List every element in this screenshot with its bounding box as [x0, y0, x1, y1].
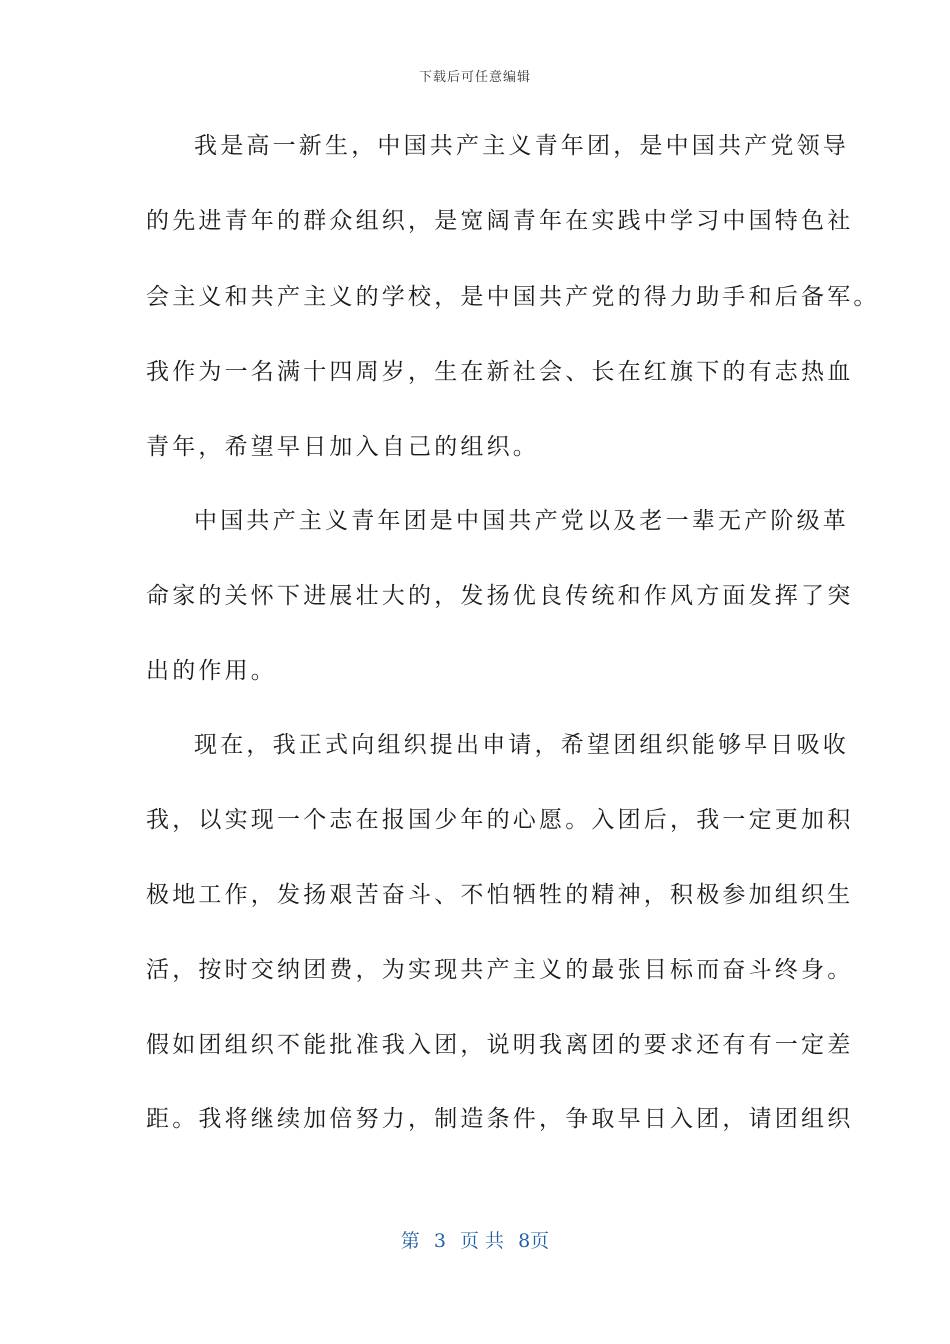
footer-middle: 页 共 [460, 1230, 505, 1252]
body-line-7: 命家的关怀下进展壮大的，发扬优良传统和作风方面发挥了突 [146, 583, 854, 609]
footer-total-pages: 8页 [518, 1230, 550, 1252]
body-line-6: 中国共产主义青年团是中国共产党以及老一辈无产阶级革 [194, 508, 849, 534]
body-line-2: 的先进青年的群众组织，是宽阔青年在实践中学习中国特色社 [146, 208, 854, 234]
body-line-4: 我作为一名满十四周岁，生在新社会、长在红旗下的有志热血 [146, 359, 854, 385]
body-line-11: 极地工作，发扬艰苦奋斗、不怕牺牲的精神，积极参加组织生 [146, 882, 854, 908]
body-line-1: 我是高一新生，中国共产主义青年团，是中国共产党领导 [194, 133, 849, 159]
footer-prefix: 第 [400, 1230, 420, 1252]
footer-current-page: 3 [433, 1230, 446, 1252]
body-line-9: 现在，我正式向组织提出申请，希望团组织能够早日吸收 [194, 732, 849, 758]
body-line-12: 活，按时交纳团费，为实现共产主义的最张目标而奋斗终身。 [146, 957, 854, 983]
page-header-note: 下载后可任意编辑 [418, 70, 531, 85]
body-line-13: 假如团组织不能批准我入团，说明我离团的要求还有有一定差 [146, 1032, 854, 1058]
body-line-8: 出的作用。 [146, 658, 277, 684]
body-line-10: 我，以实现一个志在报国少年的心愿。入团后，我一定更加积 [146, 807, 854, 833]
body-line-3: 会主义和共产主义的学校，是中国共产党的得力助手和后备军。 [146, 284, 880, 310]
body-line-5: 青年，希望早日加入自己的组织。 [146, 434, 539, 460]
page-footer [0, 1226, 950, 1253]
body-line-14: 距。我将继续加倍努力，制造条件，争取早日入团，请团组织 [146, 1106, 854, 1132]
